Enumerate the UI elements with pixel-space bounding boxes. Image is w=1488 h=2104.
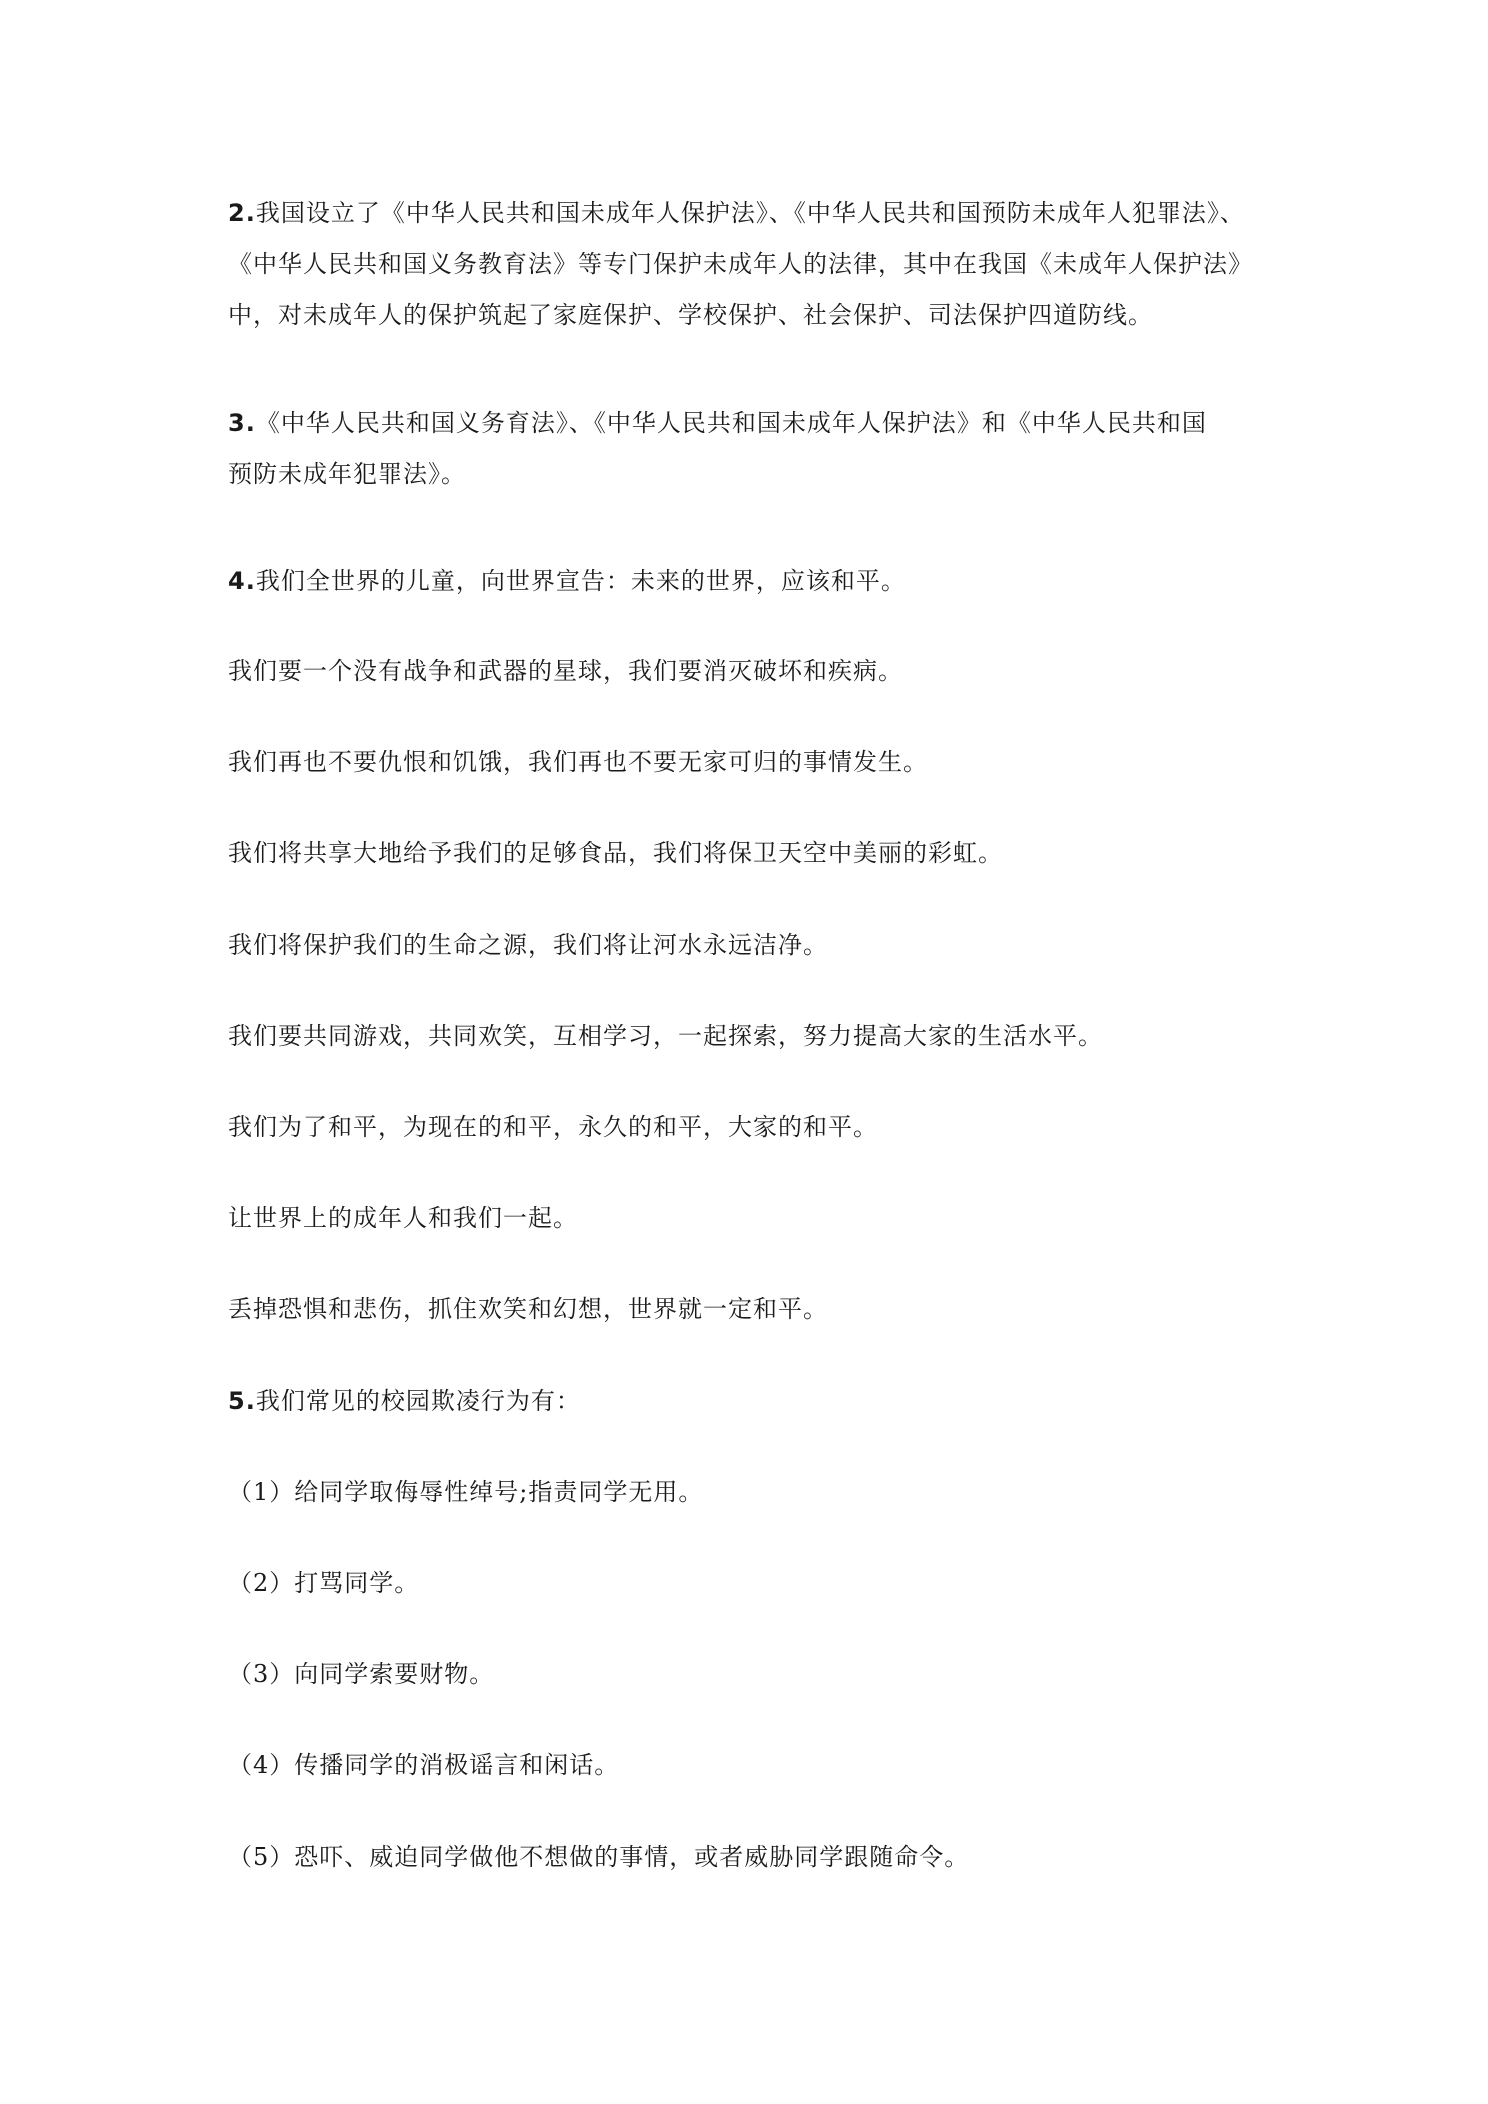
answer-4-intro: 4.我们全世界的儿童，向世界宣告：未来的世界，应该和平。 (228, 567, 906, 595)
answer-2-line-3: 中，对未成年人的保护筑起了家庭保护、学校保护、社会保护、司法保护四道防线。 (228, 301, 1153, 329)
answer-2 (228, 188, 1268, 341)
answer-4-line-6: 我们为了和平，为现在的和平，永久的和平，大家的和平。 (228, 1113, 878, 1141)
answer-4-line-3: 我们将共享大地给予我们的足够食品，我们将保卫天空中美丽的彩虹。 (228, 839, 1003, 867)
answer-3 (228, 398, 1268, 500)
answer-4-line-1: 我们要一个没有战争和武器的星球，我们要消灭破坏和疾病。 (228, 657, 903, 685)
answer-4-line-2: 我们再也不要仇恨和饥饿，我们再也不要无家可归的事情发生。 (228, 748, 928, 776)
answer-5-item-3: （3）向同学索要财物。 (228, 1660, 495, 1688)
answer-3-line-1: 3.《中华人民共和国义务育法》、《中华人民共和国未成年人保护法》和《中华人民共和国 (228, 409, 1207, 437)
answer-4-line-7: 让世界上的成年人和我们一起。 (228, 1204, 578, 1232)
answer-5-item-1: （1）给同学取侮辱性绰号;指责同学无用。 (228, 1478, 704, 1506)
answer-5-item-5: （5）恐吓、威迫同学做他不想做的事情，或者威胁同学跟随命令。 (228, 1843, 970, 1871)
answer-3-number: 3. (228, 409, 256, 437)
answer-2-line-2: 《中华人民共和国义务教育法》等专门保护未成年人的法律，其中在我国《未成年人保护法》 (228, 250, 1253, 278)
answer-4-line-4: 我们将保护我们的生命之源，我们将让河水永远洁净。 (228, 931, 828, 959)
answer-3-line-2: 预防未成年犯罪法》。 (228, 460, 466, 488)
answer-4-number: 4. (228, 567, 256, 595)
answer-5-item-4: （4）传播同学的消极谣言和闲话。 (228, 1751, 620, 1779)
answer-2-number: 2. (228, 199, 256, 227)
answer-5-item-2: （2）打骂同学。 (228, 1569, 420, 1597)
answer-5-number: 5. (228, 1387, 256, 1415)
answer-5-intro: 5.我们常见的校园欺凌行为有： (228, 1387, 581, 1415)
answer-4-line-5: 我们要共同游戏，共同欢笑，互相学习，一起探索，努力提高大家的生活水平。 (228, 1022, 1103, 1050)
answer-2-line-1: 2.我国设立了《中华人民共和国未成年人保护法》、《中华人民共和国预防未成年人犯罪法》、 (228, 199, 1245, 227)
answer-4-line-8: 丢掉恐惧和悲伤，抓住欢笑和幻想，世界就一定和平。 (228, 1295, 828, 1323)
